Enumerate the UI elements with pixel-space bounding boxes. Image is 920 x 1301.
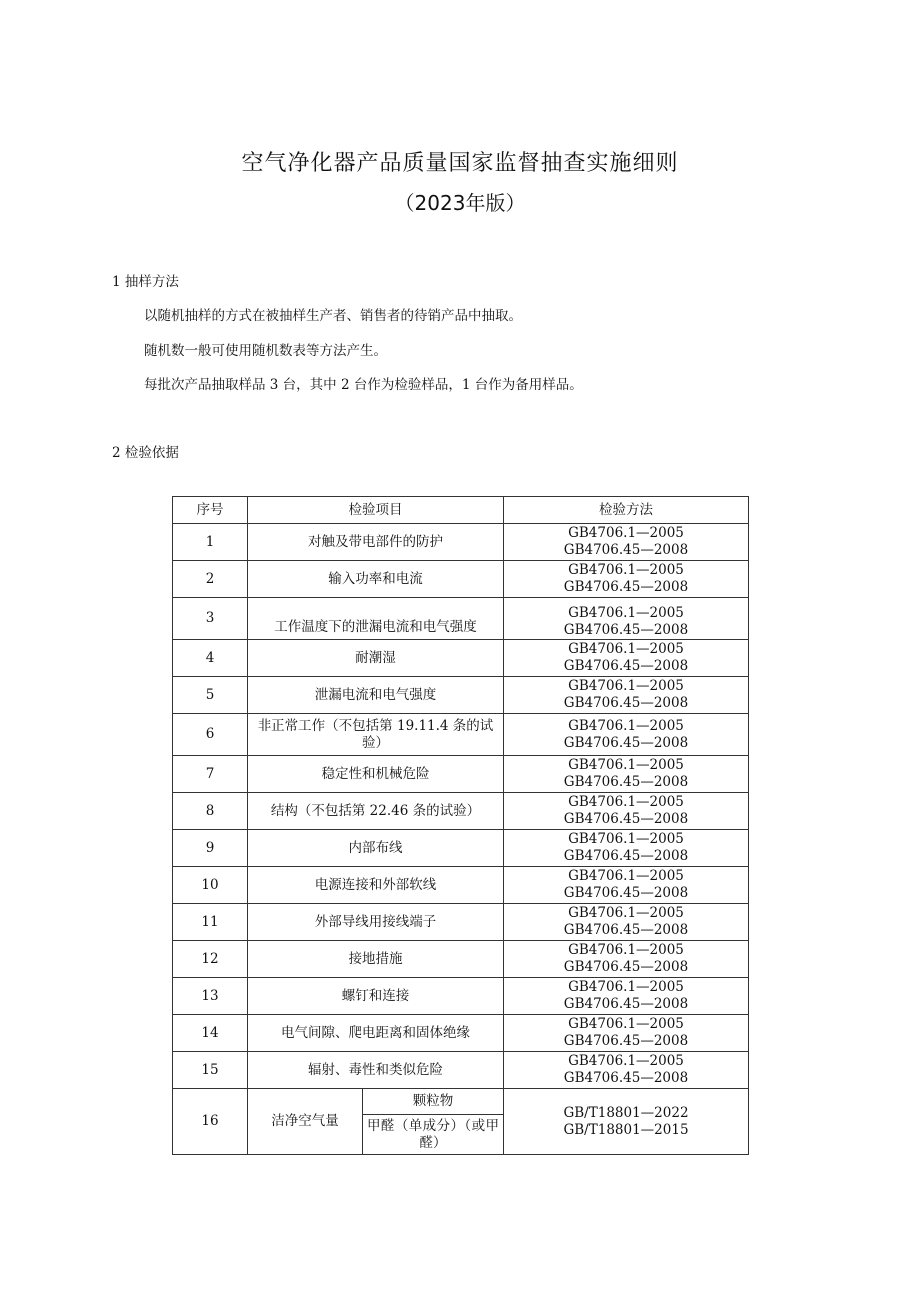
- paragraph: 以随机抽样的方式在被抽样生产者、销售者的待销产品中抽取。: [144, 308, 522, 324]
- method-line: GB4706.45—2008: [563, 774, 689, 790]
- table-row: [173, 598, 749, 640]
- method-line: GB4706.45—2008: [563, 542, 689, 558]
- table-row: [173, 941, 749, 978]
- method-line: GB4706.45—2008: [563, 622, 689, 638]
- method-line: GB4706.45—2008: [563, 734, 689, 751]
- row-method: [504, 1015, 749, 1052]
- row-method: [504, 598, 749, 640]
- row-subitem: 甲醛（单成分）（或甲醛）: [363, 1115, 504, 1155]
- row-item: 电气间隙、爬电距离和固体绝缘: [248, 1015, 504, 1052]
- row-no: 4: [173, 640, 248, 677]
- table-row: [173, 1089, 749, 1115]
- table-row: [173, 524, 749, 561]
- method-line: GB4706.1—2005: [568, 562, 684, 578]
- header-item: 检验项目: [248, 497, 504, 524]
- table-row: [173, 1015, 749, 1052]
- row-item: 接地措施: [248, 941, 504, 978]
- row-item: 泄漏电流和电气强度: [248, 677, 504, 714]
- method-line: GB4706.1—2005: [568, 905, 684, 921]
- row-item: 电源连接和外部软线: [248, 867, 504, 904]
- row-subitem: 颗粒物: [363, 1089, 504, 1115]
- paragraph: 每批次产品抽取样品 3 台，其中 2 台作为检验样品，1 台作为备用样品。: [144, 377, 583, 393]
- row-no: 8: [173, 793, 248, 830]
- row-method: [504, 830, 749, 867]
- row-method: [504, 867, 749, 904]
- row-item: 外部导线用接线端子: [248, 904, 504, 941]
- method-line: GB4706.1—2005: [568, 757, 684, 773]
- method-line: GB/T18801—2022: [563, 1104, 689, 1121]
- row-method: [504, 640, 749, 677]
- row-method: [504, 524, 749, 561]
- row-method: [504, 756, 749, 793]
- table-row: [173, 714, 749, 756]
- method-line: GB4706.45—2008: [563, 658, 689, 674]
- paragraph: 随机数一般可使用随机数表等方法产生。: [144, 343, 387, 359]
- method-line: GB4706.45—2008: [563, 922, 689, 938]
- method-line: GB4706.1—2005: [568, 1053, 684, 1069]
- table-row: [173, 1052, 749, 1089]
- row-no: 5: [173, 677, 248, 714]
- row-item: 洁净空气量: [248, 1089, 363, 1155]
- section-heading-basis: 2 检验依据: [112, 445, 179, 461]
- row-method: [504, 904, 749, 941]
- header-method: 检验方法: [504, 497, 749, 524]
- row-item: 对触及带电部件的防护: [248, 524, 504, 561]
- method-line: GB4706.45—2008: [563, 996, 689, 1012]
- row-item: 螺钉和连接: [248, 978, 504, 1015]
- document-title: 空气净化器产品质量国家监督抽查实施细则: [241, 151, 679, 176]
- table-row: [173, 677, 749, 714]
- row-no: 16: [173, 1089, 248, 1155]
- method-line: GB4706.1—2005: [568, 1016, 684, 1032]
- method-line: GB4706.45—2008: [563, 848, 689, 864]
- method-line: GB4706.1—2005: [568, 605, 684, 621]
- row-item: 辐射、毒性和类似危险: [248, 1052, 504, 1089]
- method-line: GB4706.1—2005: [568, 525, 684, 541]
- method-line: GB4706.1—2005: [568, 641, 684, 657]
- row-method: [504, 1089, 749, 1155]
- row-no: 14: [173, 1015, 248, 1052]
- method-line: GB4706.1—2005: [568, 942, 684, 958]
- table-row: [173, 756, 749, 793]
- table-row: [173, 561, 749, 598]
- method-line: GB4706.45—2008: [563, 579, 689, 595]
- method-line: GB/T18801—2015: [563, 1121, 689, 1138]
- method-line: GB4706.1—2005: [568, 979, 684, 995]
- row-method: [504, 941, 749, 978]
- row-no: 9: [173, 830, 248, 867]
- method-line: GB4706.45—2008: [563, 1033, 689, 1049]
- table-row: [173, 793, 749, 830]
- document-subtitle: （2023年版）: [394, 191, 526, 215]
- row-item: 结构（不包括第 22.46 条的试验）: [248, 793, 504, 830]
- row-method: [504, 978, 749, 1015]
- row-method: [504, 677, 749, 714]
- table-row: [173, 904, 749, 941]
- row-method: [504, 561, 749, 598]
- row-no: 6: [173, 714, 248, 756]
- table-row: [173, 978, 749, 1015]
- method-line: GB4706.1—2005: [568, 717, 684, 734]
- row-item: 耐潮湿: [248, 640, 504, 677]
- method-line: GB4706.45—2008: [563, 1070, 689, 1086]
- row-no: 12: [173, 941, 248, 978]
- method-line: GB4706.1—2005: [568, 831, 684, 847]
- row-method: [504, 1052, 749, 1089]
- row-item: 输入功率和电流: [248, 561, 504, 598]
- inspection-table: [172, 496, 749, 1155]
- header-no: 序号: [173, 497, 248, 524]
- row-no: 1: [173, 524, 248, 561]
- row-no: 7: [173, 756, 248, 793]
- row-item: 工作温度下的泄漏电流和电气强度: [248, 598, 504, 640]
- row-no: 11: [173, 904, 248, 941]
- method-line: GB4706.45—2008: [563, 959, 689, 975]
- row-item: 稳定性和机械危险: [248, 756, 504, 793]
- method-line: GB4706.45—2008: [563, 695, 689, 711]
- method-line: GB4706.1—2005: [568, 868, 684, 884]
- row-no: 2: [173, 561, 248, 598]
- table-row: [173, 830, 749, 867]
- method-line: GB4706.1—2005: [568, 794, 684, 810]
- table-header-row: [173, 497, 749, 524]
- method-line: GB4706.45—2008: [563, 885, 689, 901]
- row-no: 3: [173, 598, 248, 640]
- section-heading-sampling: 1 抽样方法: [112, 274, 179, 290]
- method-line: GB4706.45—2008: [563, 811, 689, 827]
- row-no: 10: [173, 867, 248, 904]
- method-line: GB4706.1—2005: [568, 678, 684, 694]
- row-method: [504, 714, 749, 756]
- table-row: [173, 867, 749, 904]
- table-row: [173, 640, 749, 677]
- row-item: 非正常工作（不包括第 19.11.4 条的试验）: [248, 714, 504, 756]
- row-no: 15: [173, 1052, 248, 1089]
- row-no: 13: [173, 978, 248, 1015]
- row-method: [504, 793, 749, 830]
- row-item: 内部布线: [248, 830, 504, 867]
